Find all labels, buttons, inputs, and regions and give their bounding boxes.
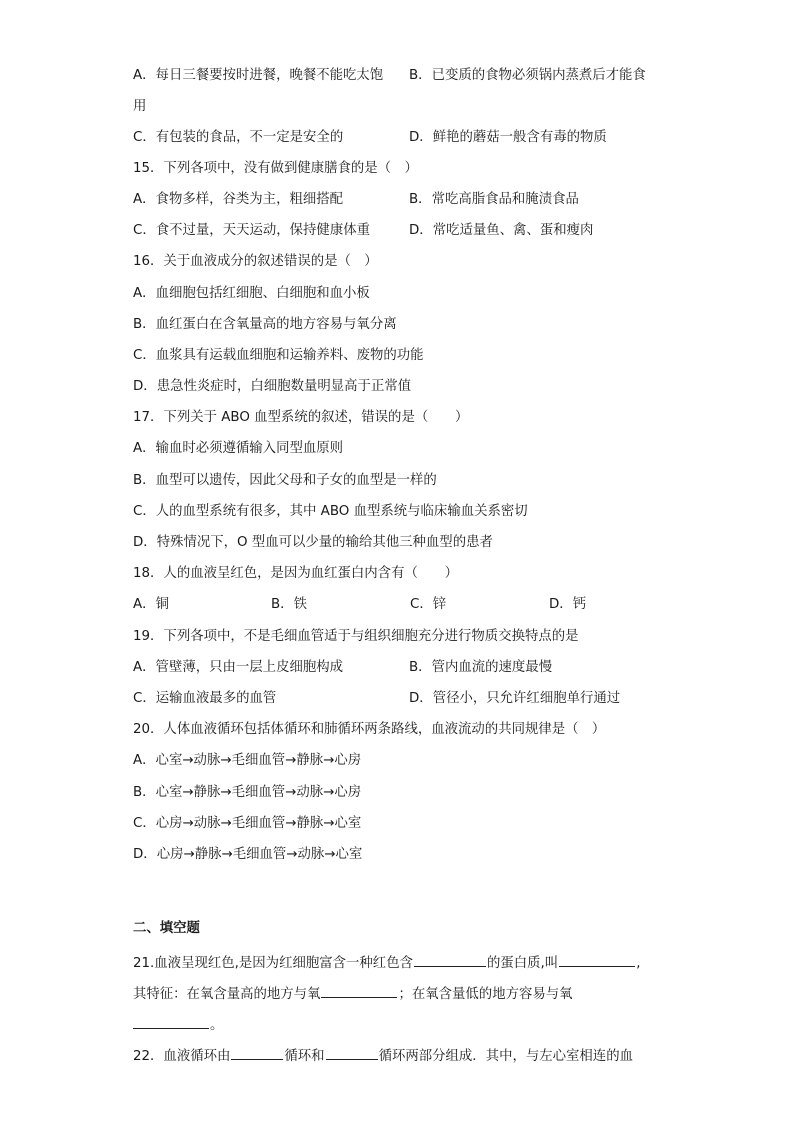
q21-text-3: , (636, 956, 641, 971)
q18-options (133, 595, 587, 615)
q21-blank-2[interactable] (559, 952, 635, 967)
q19-option-row-cd (133, 689, 621, 709)
q17-option-d: D．特殊情况下，O 型血可以少量的输给其他三种血型的患者 (133, 535, 493, 550)
q15-option-row-ab (133, 190, 579, 210)
q14-option-d: D．鲜艳的蘑菇一般含有毒的物质 (409, 130, 607, 145)
q17-stem: 17．下列关于 ABO 血型系统的叙述，错误的是（ ） (133, 410, 469, 425)
q22-text-1: 22．血液循环由 (133, 1049, 231, 1064)
q17-option-b: B．血型可以遗传，因此父母和子女的血型是一样的 (133, 473, 437, 488)
q21-text-5: ；在氧含量低的地方容易与氧 (398, 987, 573, 1002)
q14-option-c: C．有包装的食品，不一定是安全的 (133, 130, 344, 145)
q14-option-b: B．已变质的食物必须锅内蒸煮后才能食 (409, 68, 646, 83)
q21-text-6: 。 (210, 1018, 224, 1033)
q14-option-row-cd (133, 128, 607, 148)
q15-stem: 15．下列各项中，没有做到健康膳食的是（ ） (133, 161, 418, 176)
q22-line-1 (133, 1045, 633, 1067)
q17-option-a: A．输血时必须遵循输入同型血原则 (133, 441, 344, 456)
q20-option-a: A．心室→动脉→毛细血管→静脉→心房 (133, 753, 362, 768)
q16-option-a: A．血细胞包括红细胞、白细胞和血小板 (133, 286, 370, 301)
q17-option-c: C．人的血型系统有很多，其中 ABO 血型系统与临床输血关系密切 (133, 504, 528, 519)
q15-option-c: C．食不过量，天天运动，保持健康体重 (133, 223, 370, 238)
q21-line-2 (133, 983, 573, 1005)
q21-blank-1[interactable] (414, 952, 486, 967)
q21-line-1 (133, 952, 640, 974)
section-title-fill-in: 二、填空题 (133, 921, 200, 936)
q22-blank-1[interactable] (231, 1045, 283, 1060)
q16-option-b: B．血红蛋白在含氧量高的地方容易与氧分离 (133, 317, 397, 332)
q21-line-3 (133, 1014, 223, 1036)
q15-option-row-cd (133, 221, 594, 241)
q19-option-c: C．运输血液最多的血管 (133, 691, 277, 706)
q14-option-b-continued: 用 (133, 99, 147, 114)
q16-option-d: D．患急性炎症时，白细胞数量明显高于正常值 (133, 379, 412, 394)
q15-option-b: B．常吃高脂食品和腌渍食品 (409, 192, 579, 207)
q19-option-a: A．管壁薄，只由一层上皮细胞构成 (133, 660, 344, 675)
q18-stem: 18．人的血液呈红色，是因为血红蛋白内含有（ ） (133, 566, 459, 581)
q18-option-d: D．钙 (549, 597, 587, 612)
q18-option-c: C．锌 (410, 597, 447, 612)
q22-text-2: 循环和 (284, 1049, 325, 1064)
q21-blank-4[interactable] (133, 1014, 209, 1029)
q18-option-a: A．铜 (133, 597, 169, 612)
q21-text-2: 的蛋白质,叫 (486, 956, 559, 971)
q20-option-b: B．心室→静脉→毛细血管→动脉→心房 (133, 785, 362, 800)
q20-option-d: D．心房→静脉→毛细血管→动脉→心室 (133, 847, 363, 862)
q19-option-d: D．管径小，只允许红细胞单行通过 (409, 691, 621, 706)
q14-option-row-ab (133, 66, 646, 86)
q20-stem: 20．人体血液循环包括体循环和肺循环两条路线，血液流动的共同规律是（ ） (133, 722, 606, 737)
q15-option-d: D．常吃适量鱼、禽、蛋和瘦肉 (409, 223, 594, 238)
q14-option-a: A．每日三餐要按时进餐，晚餐不能吃太饱 (133, 68, 384, 83)
q16-option-c: C．血浆具有运载血细胞和运输养料、废物的功能 (133, 348, 424, 363)
q19-option-row-ab (133, 658, 553, 678)
q22-text-3: 循环两部分组成．其中，与左心室相连的血 (378, 1049, 633, 1064)
q21-text-4: 其特征：在氧含量高的地方与氧 (133, 987, 321, 1002)
q20-option-c: C．心房→动脉→毛细血管→静脉→心室 (133, 816, 362, 831)
q18-option-b: B．铁 (271, 597, 307, 612)
q19-option-b: B．管内血流的速度最慢 (409, 660, 553, 675)
q22-blank-2[interactable] (326, 1045, 378, 1060)
q21-text-1: 21.血液呈现红色,是因为红细胞富含一种红色含 (133, 956, 413, 971)
q21-blank-3[interactable] (321, 983, 397, 998)
q15-option-a: A．食物多样，谷类为主，粗细搭配 (133, 192, 344, 207)
q16-stem: 16．关于血液成分的叙述错误的是（ ） (133, 254, 378, 269)
q19-stem: 19．下列各项中，不是毛细血管适于与组织细胞充分进行物质交换特点的是 (133, 629, 579, 644)
